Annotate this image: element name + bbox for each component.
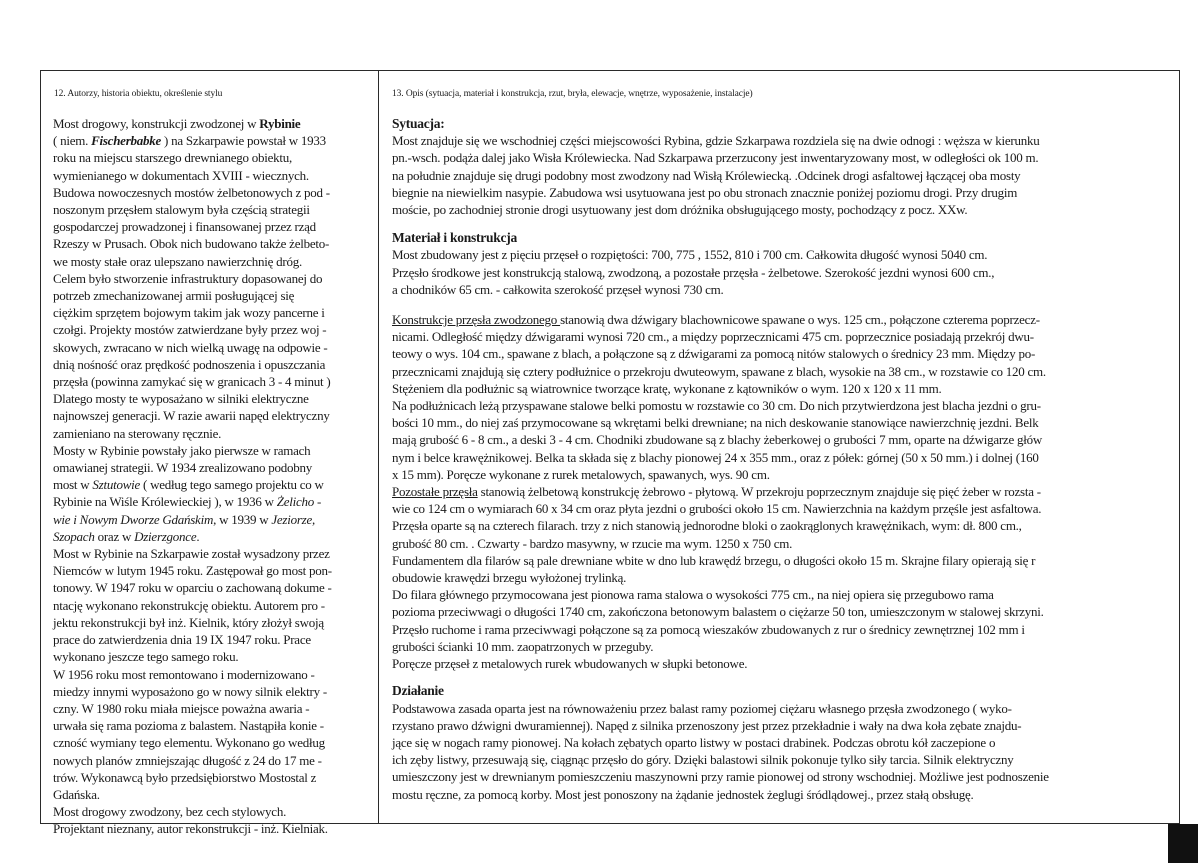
text-line: jektu rekonstrukcji był inż. Kielnik, który złożył swoją — [53, 614, 324, 630]
text-line: ich zęby listwy, przesuwają się, ciągnąc przęsło do góry. Dzięki balastowi silnik pokonuje tylko siły tarcia. Silnik elektryczny — [392, 752, 1014, 768]
text-line: najnowszej generacji. W razie awarii napęd elektryczny — [53, 408, 330, 424]
text-line: W 1956 roku most remontowano i modernizowano - — [53, 666, 315, 682]
text-line: urwała się rama pozioma z balastem. Nastąpiła konie - — [53, 718, 324, 734]
text-line: Fundamentem dla filarów są pale drewniane wbite w dno lub krawędź brzegu, o długości około 15 m. Skrajne filary opierają się r — [392, 552, 1036, 568]
text-line: wymienianego w dokumentach XVIII - wiecznych. — [53, 167, 309, 183]
text-line: przęsła (powinna zamykać się w granicach 3 - 4 minut ) — [53, 374, 331, 390]
text-line: nicami. Odległość między dźwigarami wynosi 720 cm., a między poprzecznicami 475 cm. poprzecznice posiadają przekrój dwu- — [392, 329, 1034, 345]
text-line: prace do zatwierdzenia dnia 19 IX 1947 roku. Prace — [53, 632, 311, 648]
text-line: Dlatego mosty te wyposażano w silniki elektryczne — [53, 391, 309, 407]
text-line: pn.-wsch. podąża dalej jako Wisła Królewiecka. Nad Szkarpawa przerzucony jest inwentaryzowany most, w odległości ok 100 m. — [392, 150, 1039, 166]
text-line: most w Sztutowie ( według tego samego projektu co w — [53, 477, 324, 493]
text-line: Przęsło ruchome i rama przeciwwagi połączone są za pomocą wieszaków zbudowanych z rur o średnicy zewnętrznej 102 mm i — [392, 621, 1025, 637]
text-line: trów. Wykonawcą było przedsiębiorstwo Mostostal z — [53, 769, 317, 785]
text-line: jące się w nogach ramy pionowej. Na kołach zębatych oparto listwy w postaci drabinek. Podczas obrotu kół zaczepione o — [392, 734, 996, 750]
text-line: tonowy. W 1947 roku w oparciu o zachowaną dokume - — [53, 580, 332, 596]
text-line: bości 10 mm., do niej zaś przymocowane są wkrętami belki drewniane; na nich deskowanie stanowiące nawierzchnię jezdni. Belk — [392, 415, 1039, 431]
text-line: dnią nośność oraz prędkość podnoszenia i opuszczania — [53, 356, 326, 372]
text-line: Pozostałe przęsła stanowią żelbetową konstrukcję żebrowo - płytową. W przekroju poprzecznym znajduje się pięć żeber w rozsta - — [392, 484, 1041, 500]
text-line: Przęsła oparte są na czterech filarach. trzy z nich stanowią jednorodne bloki o zaokrąglonych krawężnikach, wym: dł. 800 cm., — [392, 518, 1022, 534]
text-block — [392, 500, 1152, 672]
text-line: Przęsło środkowe jest konstrukcją stalową, zwodzoną, a pozostałe przęsła - żelbetowe. Szerokość jezdni wynosi 600 cm., — [392, 264, 995, 280]
text-line: wie i Nowym Dworze Gdańskim, w 1939 w Jeziorze, — [53, 511, 315, 527]
text-line: teowy o wys. 104 cm., spawane z blach, a połączone są z dźwigarami za pomocą nitów stalowych o średnicy 23 mm. Między po- — [392, 346, 1036, 362]
subheading-pozostale: Pozostałe przęsła — [392, 484, 478, 500]
text-line: Konstrukcje przęsła zwodzonego stanowią dwa dźwigary blachownicowe spawane o wys. 125 cm., połączone czterema poprzecz- — [392, 312, 1040, 328]
text-line: potrzeb zmechanizowanej armii posługującej się — [53, 288, 295, 304]
text-line: Rybinie na Wiśle Królewieckiej ), w 1936 w Żelicho - — [53, 494, 322, 510]
text-line: Gdańska. — [53, 786, 100, 802]
text-line: obudowie krawędzi brzegu wyłożonej trylinką. — [392, 570, 627, 586]
text-line: grubość 80 cm. . Czwarty - bardzo masywny, w rzucie ma wym. 1250 x 750 cm. — [392, 535, 793, 551]
text-line: biegnie na niewielkim nasypie. Zabudowa wsi usytuowana jest po obu stronach znacznie poniżej poziomu drogi. Przy drugim — [392, 184, 1018, 200]
text-line: czny. W 1980 roku miała miejsce poważna awaria - — [53, 700, 310, 716]
text-line: Mosty w Rybinie powstały jako pierwsze w ramach — [53, 442, 311, 458]
text-line: Do filara głównego przymocowana jest pionowa rama stalowa o wysokości 775 cm., na niej opiera się przegubowo rama — [392, 587, 994, 603]
text-line: Rzeszy w Prusach. Obok nich budowano także żelbeto- — [53, 236, 330, 252]
text-block — [53, 545, 375, 837]
section-heading-material: Materiał i konstrukcja — [392, 230, 517, 246]
text-line: Projektant nieznany, autor rekonstrukcji - inż. Kielniak. — [53, 821, 328, 837]
text-line: czność wymiany tego elementu. Wykonano go według — [53, 735, 325, 751]
text-line: Most zbudowany jest z pięciu przęseł o rozpiętości: 700, 775 , 1552, 810 i 700 cm. Całkowita długość wynosi 5040 cm. — [392, 247, 988, 263]
text-block — [392, 328, 1152, 483]
german-name: Fischerbabke — [91, 133, 162, 149]
text-line: Na podłużnicach leżą przyspawane stalowe belki pomostu w rozstawie co 30 cm. Do nich przytwierdzona jest blacha jezdni o gru- — [392, 398, 1041, 414]
text-line: ntację wykonano rekonstrukcję obiektu. Autorem pro - — [53, 597, 325, 613]
text-line: umieszczony jest w drewnianym pomieszczeniu maszynowni przy ramie pionowej od strony wschodniej. Możliwe jest podnoszenie — [392, 769, 1049, 785]
text-line: we mosty stałe oraz ulepszano nawierzchnię dróg. — [53, 253, 302, 269]
text-line: mostu ręczne, za pomocą korby. Most jest ponoszony na żądanie jednostek żeglugi śródlądowej., przez stałą obsługę. — [392, 786, 974, 802]
text-line: Stężeniem dla podłużnic są wiatrownice tworzące kratę, wykonane z kątowników o wym. 120 x 120 x 11 mm. — [392, 380, 942, 396]
text-line: x 15 mm). Poręcze wykonane z rurek metalowych, spawanych, wys. 90 cm. — [392, 466, 770, 482]
text-line: Most drogowy, konstrukcji zwodzonej w Rybinie — [53, 116, 301, 131]
text-block — [392, 700, 1152, 803]
text-block — [53, 149, 375, 476]
text-line: Most w Rybinie na Szkarpawie został wysadzony przez — [53, 546, 330, 562]
text-block — [392, 246, 1152, 298]
text-line: Most drogowy zwodzony, bez cech stylowych. — [53, 804, 287, 820]
text-line: Poręcze przęseł z metalowych rurek wbudowanych w słupki betonowe. — [392, 656, 748, 672]
text-line: moście, po zachodniej stronie drogi usytuowany jest dom dróżnika obsługującego mosty, pochodzący z pocz. XXw. — [392, 202, 968, 218]
text-line: pozioma przeciwwagi o długości 1740 cm, zakończona betonowym balastem o ciężarze 50 ton, umieszczonym w stalowej skrzyni. — [392, 604, 1044, 620]
text-line: wie co 124 cm o wymiarach 60 x 34 cm oraz płyta jezdni o grubości około 15 cm. Nawierzchnia na każdym przęśle jest asfaltowa. — [392, 501, 1042, 517]
text-line: Podstawowa zasada oparta jest na równoważeniu przez balast ramy poziomej ciężaru własnego przęsła zwodzonego ( wyko- — [392, 700, 1012, 716]
column-divider — [378, 70, 379, 824]
text-line: omawianej strategii. W 1934 zrealizowano podobny — [53, 460, 313, 476]
text-line: miedzy innymi wyposażono go w nowy silnik elektry - — [53, 683, 327, 699]
text-line: zamieniano na sterowany ręcznie. — [53, 425, 222, 441]
text-line: skowych, zwracano w nich wielką uwagę na odpowie - — [53, 339, 328, 355]
text-line: Szopach oraz w Dzierzgonce. — [53, 528, 200, 544]
section-heading-dzialanie: Działanie — [392, 683, 444, 699]
text-line: Niemców w lutym 1945 roku. Zastępował go most pon- — [53, 563, 332, 579]
right-section-header: 13. Opis (sytuacja, materiał i konstrukcja, rzut, bryła, elewacje, wnętrze, wyposażenie, instalacje) — [392, 89, 753, 99]
text-line: mają grubość 6 - 8 cm., a deski 3 - 4 cm. Chodniki zbudowane są z blachy żeberkowej o grubości 7 mm, oparte na dźwigarze głów — [392, 432, 1042, 448]
subheading-konstrukcje: Konstrukcje przęsła zwodzonego — [392, 312, 561, 328]
text-line: a chodników 65 cm. - całkowita szerokość przęseł wynosi 730 cm. — [392, 281, 724, 297]
text-line: ( niem. Fischerbabke ) na Szkarpawie powstał w 1933 — [53, 133, 326, 149]
left-section-header: 12. Autorzy, historia obiektu, określenie stylu — [54, 89, 223, 99]
text-block — [392, 132, 1152, 218]
text-line: gospodarczej prowadzonej i finansowanej przez rząd — [53, 219, 316, 235]
text-line: na południe znajduje się drugi podobny most zwodzony nad Wisłą Królewiecką. .Odcinek drogi asfaltowej łączącej oba mosty — [392, 167, 1021, 183]
text-line: rzystano prawo dźwigni dwuramiennej). Napęd z silnika przenoszony jest przez przekładnie i wały na dwa koła zębate znajdu- — [392, 717, 1022, 733]
text-line: nym i belce krawężnikowej. Belka ta składa się z blachy pionowej 24 x 355 mm., oraz z półek: górnej (50 x 50 mm.) i dolnej (160 — [392, 449, 1039, 465]
text-line: Celem było stworzenie infrastruktury dopasowanej do — [53, 270, 323, 286]
place-name: Rybinie — [259, 116, 301, 131]
text-line: Most znajduje się we wschodniej części miejscowości Rybina, gdzie Szkarpawa rozdziela się na dwie odnogi : węższa w kierunku — [392, 133, 1040, 149]
section-heading-sytuacja: Sytuacja: — [392, 116, 445, 131]
text-line: czołgi. Projekty mostów zatwierdzane były przez woj - — [53, 322, 327, 338]
text-line: Budowa nowoczesnych mostów żelbetonowych z pod - — [53, 184, 330, 200]
description-column — [392, 115, 1152, 803]
text-line: grubości ściankі 10 mm. zaopatrzonych w przeguby. — [392, 638, 654, 654]
text-line: noszonym przęsłem stalowym była częścią strategii — [53, 202, 310, 218]
scan-edge — [1168, 824, 1198, 863]
text-line: przecznicami znajdują się cztery podłużnice o przekroju dwuteowym, spawane z blach, wysokie na 38 cm., w rozstawie co 120 cm. — [392, 363, 1046, 379]
text-line: roku na miejscu starszego drewnianego obiektu, — [53, 150, 293, 166]
text-line: nowych planów zmniejszając długość z 24 do 17 me - — [53, 752, 322, 768]
history-column — [53, 115, 375, 838]
text-line: ciężkim sprzętem bojowym takim jak wozy pancerne i — [53, 305, 325, 321]
text-line: wykonano jeszcze tego samego roku. — [53, 649, 239, 665]
